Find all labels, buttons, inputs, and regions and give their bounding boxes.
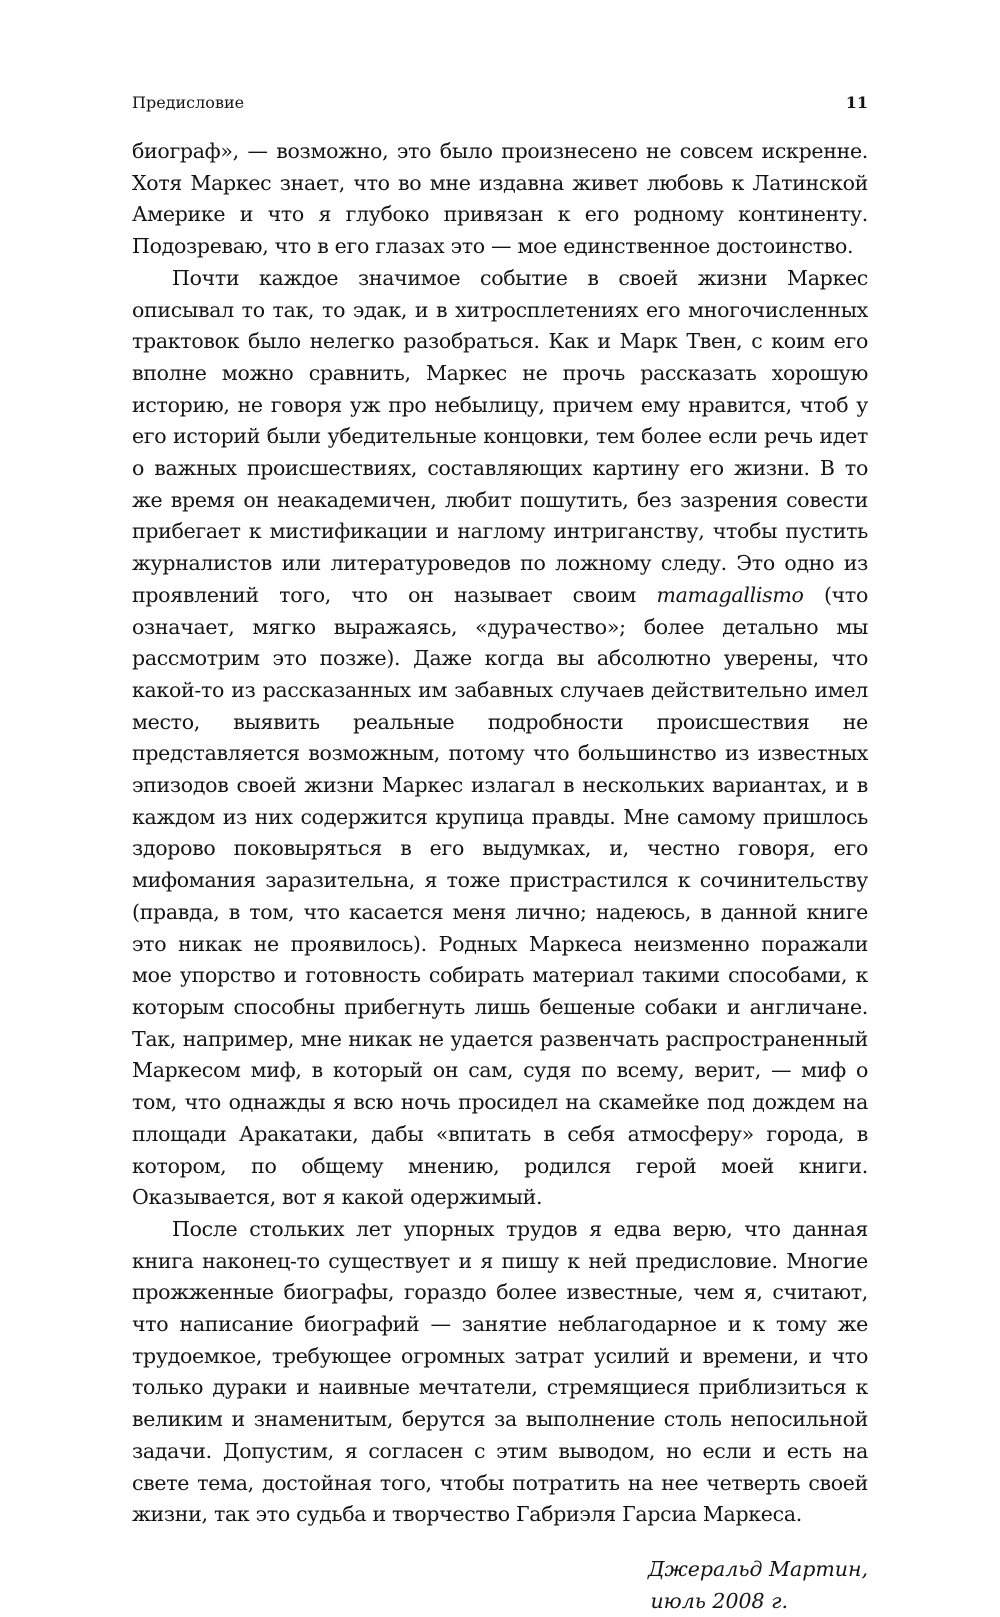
italic-term: mamagallismo [656,582,804,607]
body-text [132,136,868,1531]
section-title: Предисловие [132,93,245,112]
signature-block [132,1553,868,1617]
paragraph-3: После стольких лет упорных трудов я едва верю, что данная книга наконец-то существует и я пишу к ней предисловие. Многие прожженные биографы, гораздо более известные, чем я, считают, что написание биографий — занятие неблагодарное и к тому же трудоемкое, требующее огромных затрат усилий и времени, и что только дураки и наивные мечтатели, стремящиеся приблизиться к великим и знаменитым, берутся за выполнение столь непосильной задачи. Допустим, я согласен с этим выводом, но если и есть на свете тема, достойная того, чтобы потратить на нее четверть своей жизни, так это судьба и творчество Габриэля Гарсиа Маркеса. [132,1216,868,1527]
paragraph-2-part-1: Почти каждое значимое событие в своей жизни Маркес описывал то так, то эдак, и в хитросплетениях его многочисленных трактовок было нелегко разобраться. Как и Марк Твен, с коим его вполне можно сравнить, Маркес не прочь рассказать хорошую историю, не говоря уж про небылицу, причем ему нравится, чтоб у его историй были убедительные концовки, тем более если речь идет о важных происшествиях, составляющих картину его жизни. В то же время он неакадемичен, любит пошутить, без зазрения совести прибегает к мистификации и наглому интриганству, чтобы пустить журналистов или литературоведов по ложному следу. Это одно из проявлений того, что он называет своим [132,265,868,607]
paragraph-1: биограф», — возможно, это было произнесено не совсем искренне. Хотя Маркес знает, что во мне издавна живет любовь к Латинской Америке и что я глубоко привязан к его родному континенту. Подозреваю, что в его глазах это — мое единственное достоинство. [132,139,868,259]
signature-date: июль 2008 г. [650,1588,788,1613]
paragraph-2 [132,263,868,1214]
paragraph-2-part-2: (что означает, мягко выражаясь, «дурачество»; более детально мы рассмотрим это позже). Даже когда вы абсолютно уверены, что какой-то из рассказанных им забавных случаев действительно имел место, выявить реальные подробности происшествия не представляется возможным, потому что большинство из известных эпизодов своей жизни Маркес излагал в нескольких вариантах, и в каждом из них содержится крупица правды. Мне самому пришлось здорово поковыряться в его выдумках, и, честно говоря, его мифомания заразительна, я тоже пристрастился к сочинительству (правда, в том, что касается меня лично; надеюсь, в данной книге это никак не проявилось). Родных Маркеса неизменно поражали мое упорство и готовность собирать материал такими способами, к которым способны прибегнуть лишь бешеные собаки и англичане. Так, например, мне никак не удается развенчать распространенный Маркесом миф, в который он сам, судя по всему, верит, — миф о том, что однажды я всю ночь просидел на скамейке под дождем на площади Аракатаки, дабы «впитать в себя атмосферу» города, в котором, по общему мнению, родился герой моей книги. Оказывается, вот я какой одержимый. [132,582,868,1210]
book-page [132,88,868,1613]
page-number: 11 [845,93,868,112]
running-header [132,88,868,118]
signature-author: Джеральд Мартин, [647,1556,868,1581]
